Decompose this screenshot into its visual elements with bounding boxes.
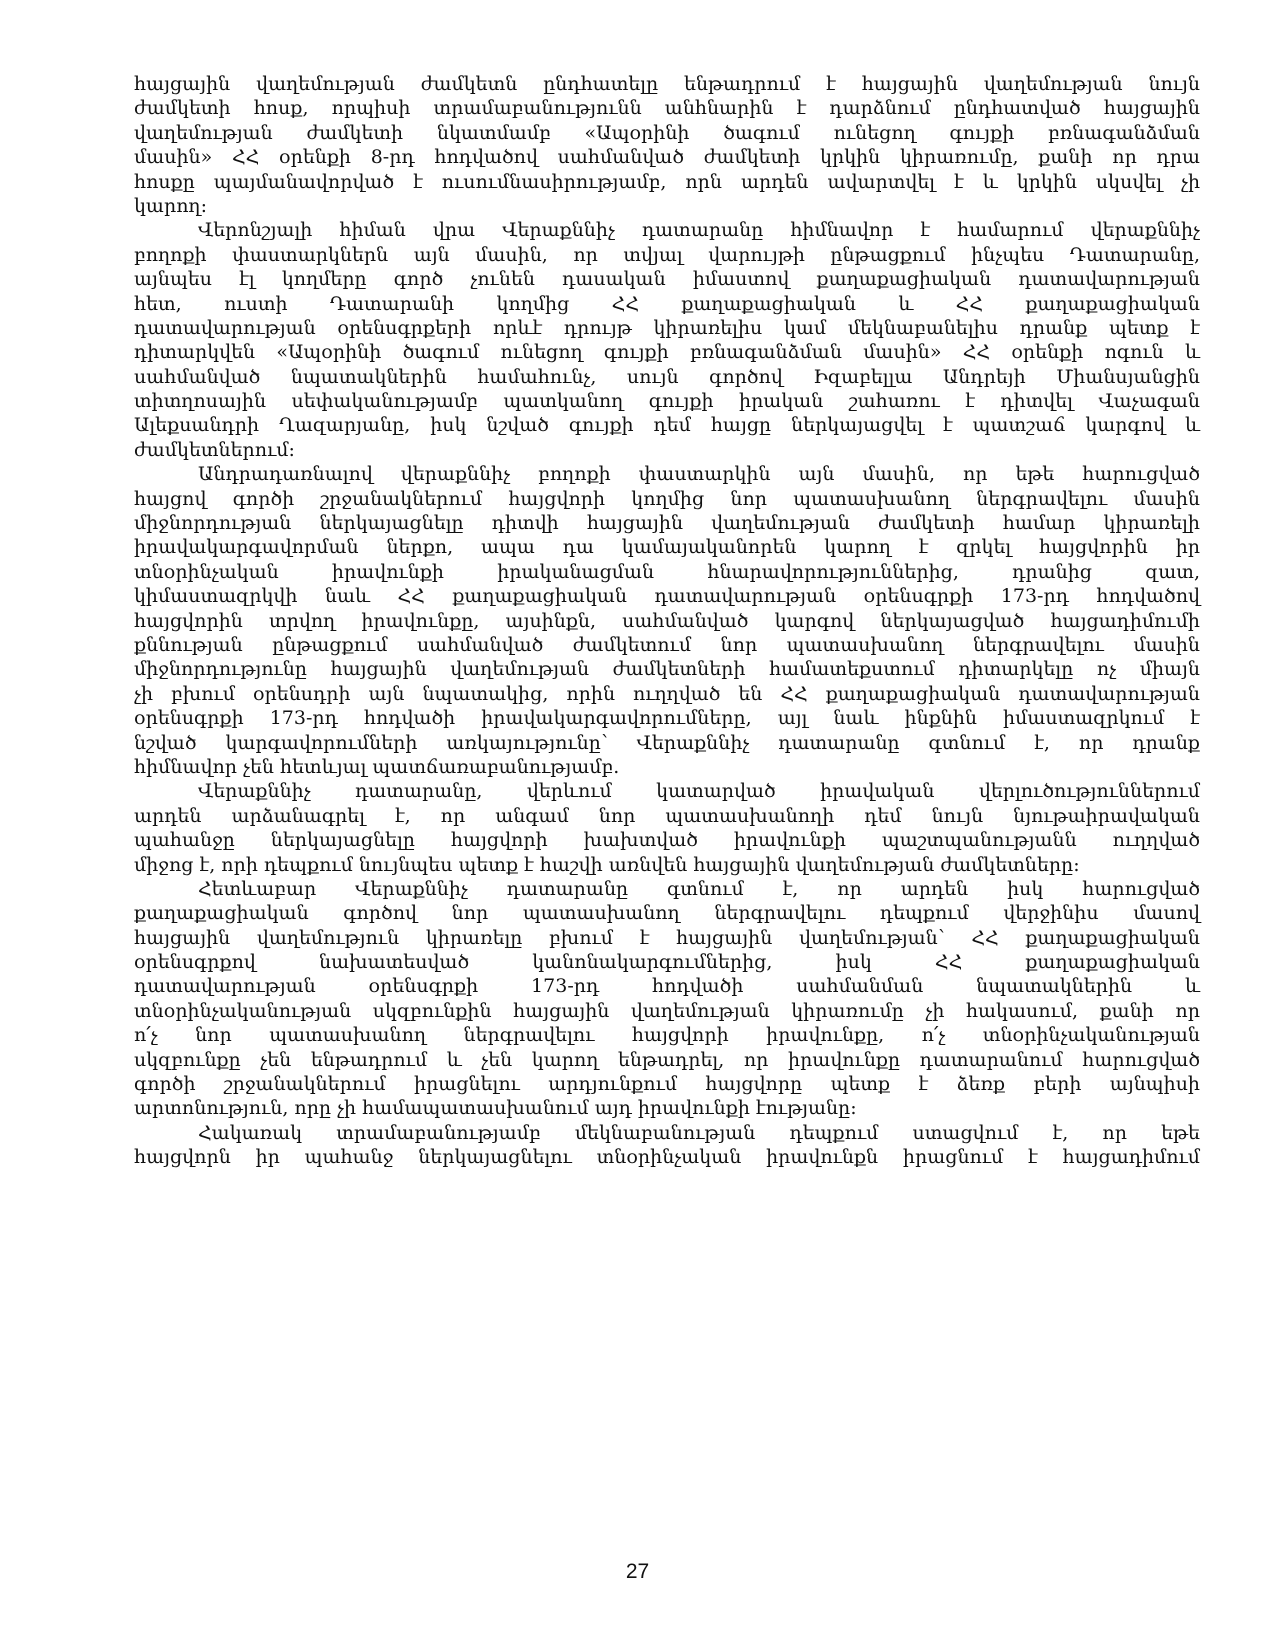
text-line: հայցով գործի շրջանակներում հայցվորի կողմից նոր պատասխանող ներգրավելու մասին xyxy=(134,487,1200,510)
text-line: այնպես էլ կողմերը գործ չունեն դասական իմաստով քաղաքացիական դատավարության xyxy=(134,268,1200,291)
paragraph xyxy=(134,462,1200,779)
text-line: վաղեմության ժամկետի նկատմամբ «Ապօրինի ծագում ունեցող գույքի բռնագանձման xyxy=(134,121,1200,144)
text-line: միջնորդությունը հայցային վաղեմության ժամկետների համատեքստում դիտարկելը ոչ միայն xyxy=(134,658,1200,681)
text-line: քննության ընթացքում սահմանված ժամկետում նոր պատասխանող ներգրավելու մասին xyxy=(134,633,1200,656)
text-line: հոսքը պայմանավորված է ուսումնասիրությամբ, որն արդեն ավարտվել է և կրկին սկսվել չի xyxy=(134,170,1200,193)
text-line: կարող: xyxy=(134,194,208,217)
text-line: դատավարության օրենսգրքերի որևէ դրույթ կիրառելիս կամ մեկնաբանելիս դրանք պետք է xyxy=(134,316,1200,339)
text-line: տնօրինչականության սկզբունքին հայցային վաղեմության կիրառումը չի հակասում, քանի որ xyxy=(134,999,1200,1022)
text-line: դիտարկվեն «Ապօրինի ծագում ունեցող գույքի բռնագանձման մասին» ՀՀ օրենքի ոգուն և xyxy=(134,341,1200,364)
text-line: Անդրադառնալով վերաքննիչ բողոքի փաստարկին այն մասին, որ եթե հարուցված xyxy=(198,463,1200,486)
text-line: մասին» ՀՀ օրենքի 8-րդ հոդվածով սահմանված ժամկետի կրկին կիրառումը, քանի որ դրա xyxy=(134,146,1200,169)
text-line: սահմանված նպատակներին համահունչ, սույն գործով Իզաբելլա Անդրեյի Միանսյանցին xyxy=(134,365,1200,388)
text-line: հայցվորն իր պահանջ ներկայացնելու տնօրինչական իրավունքն իրացնում է հայցադիմում xyxy=(134,1146,1200,1169)
text-line: հետ, ուստի Դատարանի կողմից ՀՀ քաղաքացիական և ՀՀ քաղաքացիական xyxy=(134,292,1200,315)
page-number: 27 xyxy=(625,1560,650,1583)
paragraph xyxy=(134,779,1200,877)
text-line: միջնորդության ներկայացնելը դիտվի հայցային վաղեմության ժամկետի համար կիրառելի xyxy=(134,512,1200,535)
text-line: տնօրինչական իրավունքի իրականացման հնարավորություններից, դրանից զատ, xyxy=(134,560,1200,583)
text-line: Ալեքսանդրի Ղազարյանը, իսկ նշված գույքի դեմ հայցը ներկայացվել է պատշաճ կարգով և xyxy=(134,414,1200,437)
text-line: օրենսգրքով նախատեսված կանոնակարգումներից, իսկ ՀՀ քաղաքացիական xyxy=(134,951,1200,974)
text-line: պահանջը ներկայացնելը հայցվորի խախտված իրավունքի պաշտպանությանն ուղղված xyxy=(134,829,1200,852)
text-line: Հետևաբար Վերաքննիչ դատարանը գտնում է, որ արդեն իսկ հարուցված xyxy=(198,877,1200,900)
text-line: Հակառակ տրամաբանությամբ մեկնաբանության դեպքում ստացվում է, որ եթե xyxy=(198,1121,1200,1144)
text-line: արտոնություն, որը չի համապատասխանում այդ իրավունքի էությանը: xyxy=(134,1097,857,1120)
text-line: միջոց է, որի դեպքում նույնպես պետք է հաշվի առնվեն հայցային վաղեմության ժամկետները: xyxy=(134,853,1080,876)
text-line: բողոքի փաստարկներն այն մասին, որ տվյալ վարույթի ընթացքում ինչպես Դատարանը, xyxy=(134,243,1200,266)
text-line: նշված կարգավորումների առկայությունը՝ Վերաքննիչ դատարանը գտնում է, որ դրանք xyxy=(134,731,1200,754)
text-line: դատավարության օրենսգրքի 173-րդ հոդվածի սահմանման նպատակներին և xyxy=(134,975,1200,998)
text-line: հիմնավոր չեն հետևյալ պատճառաբանությամբ. xyxy=(134,755,620,778)
paragraph xyxy=(134,1121,1200,1170)
text-line: արդեն արձանագրել է, որ անգամ նոր պատասխանողի դեմ նույն նյութաիրավական xyxy=(134,804,1200,827)
document-body xyxy=(134,72,1200,1170)
text-line: սկզբունքը չեն ենթադրում և չեն կարող ենթադրել, որ իրավունքը դատարանում հարուցված xyxy=(134,1048,1200,1071)
text-line: Վերաքննիչ դատարանը, վերևում կատարված իրավական վերլուծություններում xyxy=(198,780,1200,803)
text-line: իրավակարգավորման ներքո, ապա դա կամայականորեն կարող է զրկել հայցվորին իր xyxy=(134,536,1200,559)
text-line: քաղաքացիական գործով նոր պատասխանող ներգրավելու դեպքում վերջինիս մասով xyxy=(134,902,1200,925)
text-line: օրենսգրքի 173-րդ հոդվածի իրավակարգավորումները, այլ նաև ինքնին իմաստազրկում է xyxy=(134,707,1200,730)
text-line: Վերոնշյալի հիման վրա Վերաքննիչ դատարանը հիմնավոր է համարում վերաքննիչ xyxy=(198,219,1200,242)
text-line: ժամկետի հոսք, որպիսի տրամաբանությունն անհնարին է դարձնում ընդհատված հայցային xyxy=(134,97,1200,120)
text-line: հայցային վաղեմության ժամկետն ընդհատելը ենթադրում է հայցային վաղեմության նույն xyxy=(134,73,1200,95)
paragraph xyxy=(134,218,1200,462)
text-line: կիմաստազրկվի նաև ՀՀ քաղաքացիական դատավարության օրենսգրքի 173-րդ հոդվածով xyxy=(134,585,1200,608)
text-line: հայցվորին տրվող իրավունքը, այսինքն, սահմանված կարգով ներկայացված հայցադիմումի xyxy=(134,609,1200,632)
text-line: հայցային վաղեմություն կիրառելը բխում է հայցային վաղեմության՝ ՀՀ քաղաքացիական xyxy=(134,926,1200,949)
text-line: գործի շրջանակներում իրացնելու արդյունքում հայցվորը պետք է ձեռք բերի այնպիսի xyxy=(134,1073,1200,1096)
text-line: տիտղոսային սեփականությամբ պատկանող գույքի իրական շահառու է դիտվել Վաչագան xyxy=(134,390,1200,413)
paragraph xyxy=(134,877,1200,1121)
text-line: ժամկետներում: xyxy=(134,438,295,461)
text-line: չի բխում օրենսդրի այն նպատակից, որին ուղղված են ՀՀ քաղաքացիական դատավարության xyxy=(134,682,1200,705)
paragraph xyxy=(134,72,1200,218)
text-line: ո՛չ նոր պատասխանող ներգրավելու հայցվորի իրավունքը, ո՛չ տնօրինչականության xyxy=(134,1024,1200,1047)
